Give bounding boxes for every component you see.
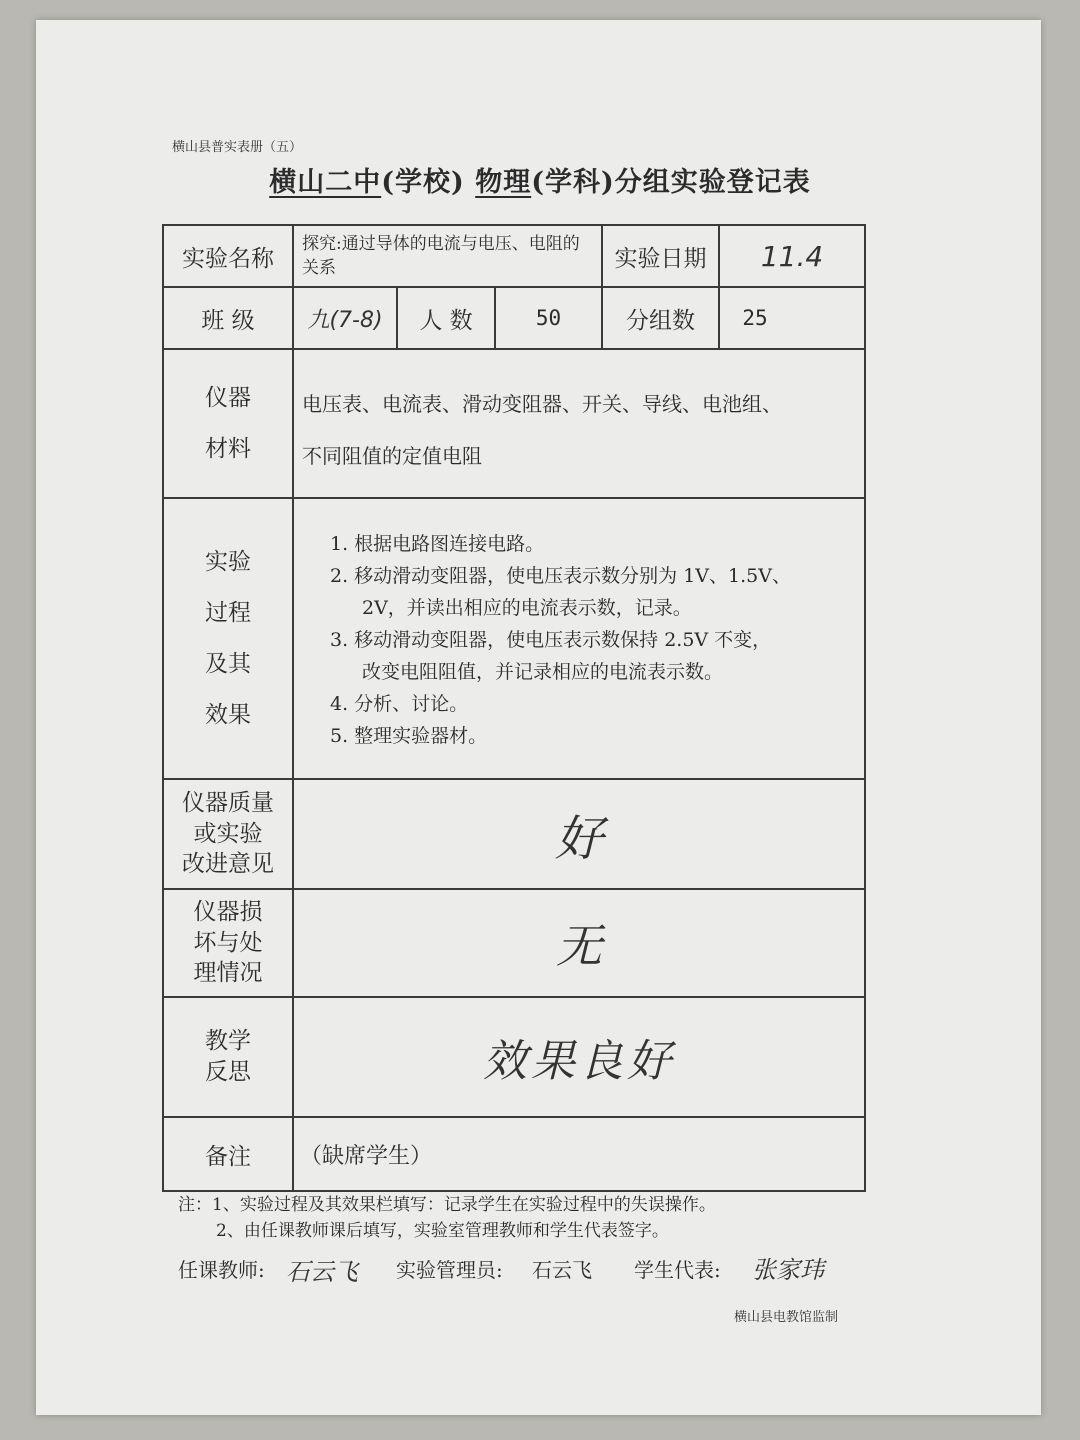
remarks-label: 备注: [205, 1143, 251, 1170]
process-label-line-3: 及其: [205, 650, 251, 677]
teacher-label: 任课教师:: [178, 1258, 265, 1282]
materials-value: [302, 378, 862, 482]
damage-label: [164, 890, 292, 996]
series-label: 横山县普实表册（五）: [172, 140, 303, 155]
reflection-label-line-1: 教学: [205, 1028, 251, 1055]
class-label: 班 级: [201, 307, 255, 334]
materials-label-line-1: 仪器: [205, 384, 251, 411]
process-label: [164, 499, 292, 778]
damage-label-line-1: 仪器损: [193, 898, 263, 925]
student-label: 学生代表:: [634, 1258, 721, 1282]
process-steps: [330, 528, 870, 752]
reflection-value: 效果良好: [483, 1036, 675, 1087]
groups-label: 分组数: [626, 307, 695, 334]
process-step: 2V，并读出相应的电流表示数，记录。: [362, 597, 692, 619]
admin-value: 石云飞: [532, 1258, 592, 1282]
note-line-2: 2、由任课教师课后填写，实验室管理教师和学生代表签字。: [216, 1221, 669, 1241]
process-step: 3. 移动滑动变阻器，使电压表示数保持 2.5V 不变，: [330, 629, 772, 651]
materials-label: [164, 350, 292, 497]
experiment-name-label: 实验名称: [182, 245, 274, 272]
quality-label-line-1: 仪器质量: [182, 789, 274, 816]
damage-value: 无: [556, 919, 602, 973]
process-label-line-1: 实验: [205, 548, 251, 575]
count-label: 人 数: [419, 307, 473, 334]
footer-label: 横山县电教馆监制: [734, 1310, 839, 1325]
note-line-1: 注：1、实验过程及其效果栏填写：记录学生在实验过程中的失误操作。: [178, 1195, 716, 1215]
teacher-signature: 石云飞: [286, 1258, 358, 1286]
title-subject: 物理: [475, 167, 532, 198]
groups-value: 25: [742, 306, 768, 330]
process-label-line-2: 过程: [205, 599, 251, 626]
process-step: 5. 整理实验器材。: [330, 725, 488, 747]
date-value: 11.4: [760, 239, 824, 273]
experiment-name-value: 探究:通过导体的电流与电压、电阻的关系: [302, 234, 580, 278]
form-notes: [178, 1192, 716, 1244]
admin-label: 实验管理员:: [396, 1258, 503, 1282]
class-value: 九(7-8): [307, 307, 383, 333]
count-value: 50: [535, 306, 562, 330]
process-step: 1. 根据电路图连接电路。: [330, 533, 545, 555]
reflection-label-line-2: 反思: [205, 1059, 251, 1085]
process-step: 改变电阻阻值，并记录相应的电流表示数。: [362, 661, 724, 683]
remarks-value: （缺席学生）: [300, 1143, 433, 1169]
damage-label-line-2: 坏与处: [193, 929, 263, 956]
materials-label-line-2: 材料: [205, 435, 251, 462]
quality-label: [164, 780, 292, 888]
process-step: 2. 移动滑动变阻器，使电压表示数分别为 1V、1.5V、: [330, 565, 791, 587]
reflection-label: [164, 998, 292, 1116]
quality-value: 好: [554, 810, 603, 867]
damage-label-line-3: 理情况: [193, 960, 263, 987]
quality-label-line-2: 或实验: [193, 820, 263, 847]
date-label: 实验日期: [614, 245, 707, 272]
quality-label-line-3: 改进意见: [182, 851, 274, 878]
materials-line-1: 电压表、电流表、滑动变阻器、开关、导线、电池组、: [302, 392, 782, 416]
title-school-suffix: (学校): [381, 167, 465, 198]
title-rest: 分组实验登记表: [614, 167, 811, 198]
title-subject-suffix: (学科): [531, 167, 615, 198]
student-signature: 张家玮: [752, 1256, 824, 1284]
process-label-line-4: 效果: [205, 701, 251, 728]
materials-line-2: 不同阻值的定值电阻: [302, 444, 482, 468]
title-school: 横山二中: [269, 167, 382, 198]
signatures-row: [178, 1248, 878, 1298]
process-step: 4. 分析、讨论。: [330, 693, 469, 715]
